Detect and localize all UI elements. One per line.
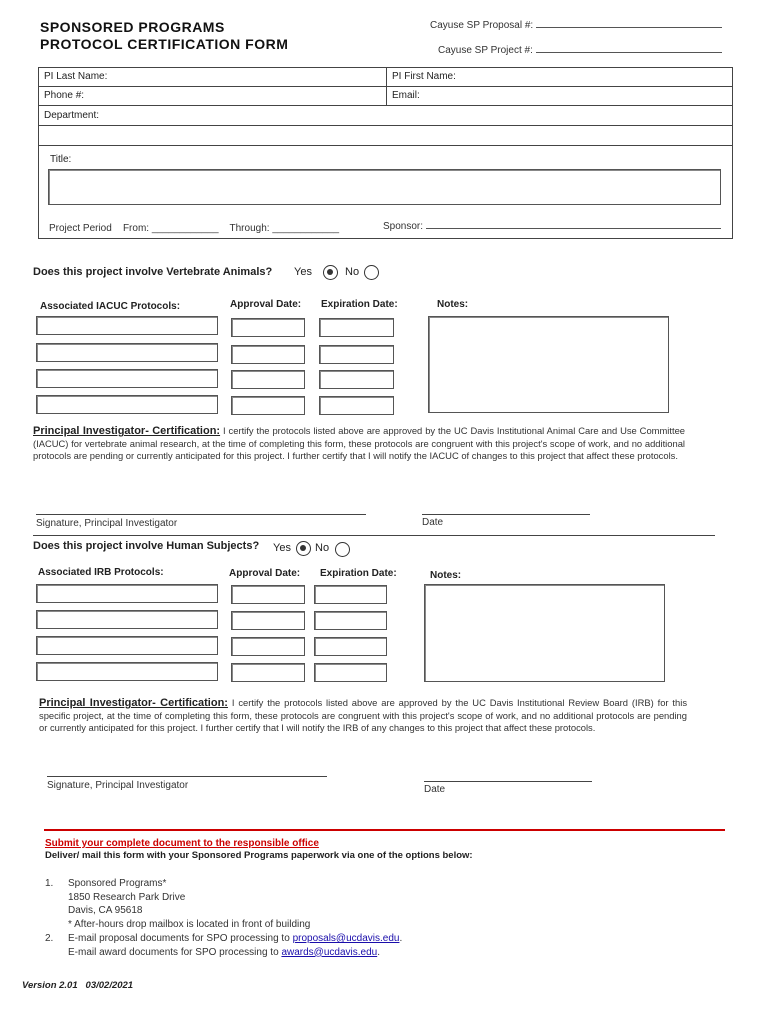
- human-subjects-question: Does this project involve Human Subjects?: [33, 540, 260, 552]
- irb-protocol-input-1[interactable]: [36, 584, 218, 603]
- iacuc-protocol-input-1[interactable]: [36, 316, 218, 335]
- vertebrate-no-label: No: [345, 266, 360, 278]
- iacuc-protocol-input-2[interactable]: [36, 343, 218, 362]
- iacuc-notes-input[interactable]: [428, 316, 669, 413]
- irb-notes-input[interactable]: [424, 584, 665, 682]
- form-title-line2: PROTOCOL CERTIFICATION FORM: [40, 36, 289, 52]
- iacuc-protocol-input-3[interactable]: [36, 369, 218, 388]
- iacuc-protocol-input-4[interactable]: [36, 395, 218, 414]
- iacuc-expiration-header: Expiration Date:: [321, 299, 398, 310]
- iacuc-notes-header: Notes:: [437, 299, 469, 310]
- project-period-field[interactable]: [49, 222, 339, 236]
- irb-approval-input-3[interactable]: [231, 637, 305, 656]
- pi-first-name-label: PI First Name:: [392, 71, 456, 82]
- iacuc-expiration-input-3[interactable]: [319, 370, 394, 389]
- iacuc-cert-body: I certify the protocols listed above are approved by the UC Davis Institutional Animal Care and Use Committee (IACUC) for vertebrate animal research, at the time of completing this form, these protocols are congruent with this project's scope of work, and no additional protocols are pending or currently anticipated for this project. I further certify that I will notify the IACUC of changes to this project that affect these protocols.: [33, 425, 686, 461]
- irb-expiration-input-2[interactable]: [314, 611, 387, 630]
- option-1-line1: Sponsored Programs*: [68, 878, 167, 889]
- title-label: Title:: [50, 154, 72, 165]
- irb-protocol-input-3[interactable]: [36, 636, 218, 655]
- form-title-line1: SPONSORED PROGRAMS: [40, 19, 225, 35]
- iacuc-approval-input-3[interactable]: [231, 370, 305, 389]
- through-blank: ____________: [272, 223, 340, 234]
- human-yes-radio[interactable]: [296, 541, 311, 556]
- phone-label: Phone #:: [44, 90, 85, 101]
- iacuc-certification-text: [33, 425, 685, 463]
- human-yes-label: Yes: [273, 542, 291, 554]
- from-label: From:: [122, 223, 150, 234]
- sponsor-field[interactable]: [383, 219, 721, 234]
- sponsor-label: Sponsor:: [383, 221, 424, 232]
- vertebrate-yes-label: Yes: [294, 266, 312, 278]
- option-1-line3: Davis, CA 95618: [68, 905, 143, 916]
- irb-cert-body: I certify the protocols listed above are approved by the UC Davis Institutional Review Board (IRB) for this specific project, at the time of completing this form, these protocols are congruent with this project's scope of work, and no additional protocols are pending or currently anticipated for this project. I further certify that I will notify the IRB of any changes to this project that affect these protocols.: [39, 697, 688, 733]
- iacuc-expiration-input-4[interactable]: [319, 396, 394, 415]
- irb-approval-input-1[interactable]: [231, 585, 305, 604]
- vertebrate-no-radio[interactable]: [364, 265, 379, 280]
- project-period-label: Project Period: [49, 223, 112, 234]
- submit-instruction: Deliver/ mail this form with your Sponsored Programs paperwork via one of the options below:: [45, 850, 473, 861]
- irb-expiration-input-3[interactable]: [314, 637, 387, 656]
- iacuc-expiration-input-2[interactable]: [319, 345, 394, 364]
- option-2-line2: E-mail award documents for SPO processing to: [68, 946, 279, 958]
- irb-expiration-input-4[interactable]: [314, 663, 387, 682]
- option-2-line1: E-mail proposal documents for SPO processing to: [68, 933, 290, 944]
- pi-last-name-label: PI Last Name:: [44, 71, 108, 82]
- iacuc-approval-header: Approval Date:: [230, 299, 302, 310]
- irb-cert-heading: Principal Investigator- Certification:: [39, 697, 228, 709]
- iacuc-protocols-header: Associated IACUC Protocols:: [40, 301, 181, 312]
- option-2-number: 2.: [45, 933, 54, 944]
- irb-protocol-input-2[interactable]: [36, 610, 218, 629]
- from-blank: ____________: [151, 223, 219, 234]
- through-label: Through:: [229, 223, 270, 234]
- irb-approval-header: Approval Date:: [229, 568, 301, 579]
- irb-expiration-input-1[interactable]: [314, 585, 387, 604]
- irb-approval-input-4[interactable]: [231, 663, 305, 682]
- human-no-label: No: [315, 542, 330, 554]
- option-1-line2: 1850 Research Park Drive: [68, 891, 186, 903]
- proposal-number-field[interactable]: [430, 18, 722, 31]
- vertebrate-question: Does this project involve Vertebrate Animals?: [33, 266, 273, 278]
- project-number-field[interactable]: [438, 43, 722, 56]
- iacuc-approval-input-2[interactable]: [231, 345, 305, 364]
- option-2-email: E-mail proposal documents for SPO processing to proposals@ucdavis.edu. E-mail award documents for SPO processing to awards@ucdavis.edu.: [68, 933, 403, 958]
- email-label: Email:: [392, 90, 420, 101]
- irb-protocol-input-4[interactable]: [36, 662, 218, 681]
- iacuc-signature-line[interactable]: [36, 514, 366, 515]
- irb-expiration-header: Expiration Date:: [320, 568, 397, 579]
- iacuc-approval-input-1[interactable]: [231, 318, 305, 337]
- vertebrate-yes-radio[interactable]: [323, 265, 338, 280]
- form-title: [40, 19, 288, 53]
- proposal-number-label: Cayuse SP Proposal #:: [430, 20, 534, 31]
- irb-signature-label: Signature, Principal Investigator: [47, 780, 189, 791]
- option-1-number: 1.: [45, 878, 54, 889]
- option-1-line4: * After-hours drop mailbox is located in front of building: [68, 918, 311, 930]
- awards-email-link[interactable]: awards@ucdavis.edu: [281, 946, 378, 958]
- option-1-address: [68, 877, 310, 931]
- irb-date-line[interactable]: [424, 781, 592, 782]
- red-divider: [44, 829, 725, 831]
- irb-protocols-header: Associated IRB Protocols:: [38, 567, 164, 578]
- iacuc-signature-label: Signature, Principal Investigator: [36, 518, 178, 529]
- project-number-label: Cayuse SP Project #:: [438, 45, 533, 56]
- iacuc-cert-heading: Principal Investigator- Certification:: [33, 425, 221, 437]
- irb-signature-line[interactable]: [47, 776, 327, 777]
- version-footer: Version 2.01 03/02/2021: [22, 980, 134, 991]
- section-divider: [33, 535, 715, 536]
- proposals-email-link[interactable]: proposals@ucdavis.edu: [292, 933, 400, 944]
- irb-notes-header: Notes:: [430, 570, 462, 581]
- submit-heading: Submit your complete document to the responsible office: [45, 838, 319, 849]
- human-no-radio[interactable]: [335, 542, 350, 557]
- iacuc-approval-input-4[interactable]: [231, 396, 305, 415]
- iacuc-date-label: Date: [422, 517, 444, 528]
- irb-approval-input-2[interactable]: [231, 611, 305, 630]
- department-label: Department:: [44, 110, 100, 121]
- iacuc-expiration-input-1[interactable]: [319, 318, 394, 337]
- title-input[interactable]: [48, 169, 721, 205]
- iacuc-date-line[interactable]: [422, 514, 590, 515]
- irb-certification-text: [39, 697, 687, 735]
- irb-date-label: Date: [424, 784, 446, 795]
